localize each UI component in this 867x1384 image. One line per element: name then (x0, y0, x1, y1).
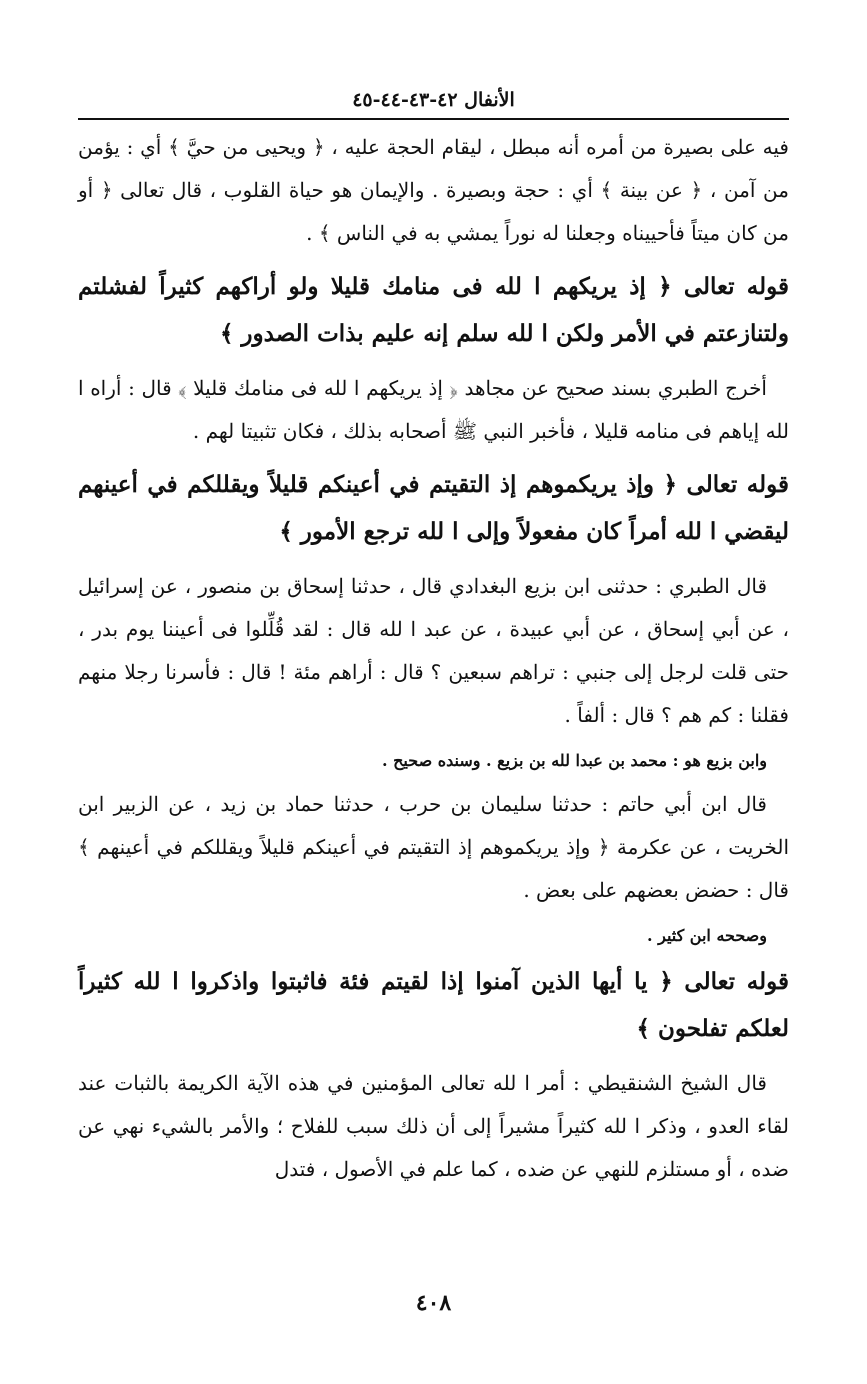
verse-heading: قوله تعالى ﴿ يا أيها الذين آمنوا إذا لقيتم فئة فاثبتوا واذكروا ا لله كثيراً لعلكم تفلحون ﴾ (78, 968, 789, 1042)
body-paragraph: قال ابن أبي حاتم : حدثنا سليمان بن حرب ، حدثنا حماد بن زيد ، عن الزبير ابن الخريت ، عن عكرمة ﴿ وإذ يريكموهم إذ التقيتم في أعينكم قليلاً ويقللكم في أعينهم ﴾ قال : حضض بعضهم على بعض . (78, 792, 789, 902)
page-number: ٤٠٨ (415, 1290, 452, 1316)
isnad-note: وصححه ابن كثير . (646, 926, 767, 945)
body-paragraph: أخرج الطبري بسند صحيح عن مجاهد ﴿ إذ يريكهم ا لله فى منامك قليلا ﴾ قال : أراه ا لله إياهم فى منامه قليلا ، فأخبر النبي ﷺ أصحابه بذلك ، فكان تثبيتا لهم . (78, 376, 789, 443)
verse-heading: قوله تعالى ﴿ إذ يريكهم ا لله فى منامك قليلا ولو أراكهم كثيراً لفشلتم ولتنازعتم في الأمر ولكن ا لله سلم إنه عليم بذات الصدور ﴾ (78, 273, 789, 347)
header-rule (78, 118, 789, 120)
body-paragraph: فيه على بصيرة من أمره أنه مبطل ، ليقام الحجة عليه ، ﴿ ويحيى من حيَّ ﴾ أي : يؤمن من آمن ، ﴿ عن بينة ﴾ أي : حجة وبصيرة . والإيمان هو حياة القلوب ، قال تعالى ﴿ أو من كان ميتاً فأحييناه وجعلنا له نوراً يمشي به في الناس ﴾ . (78, 135, 789, 245)
verse-heading: قوله تعالى ﴿ وإذ يريكموهم إذ التقيتم في أعينكم قليلاً ويقللكم في أعينهم ليقضي ا لله أمراً كان مفعولاً وإلى ا لله ترجع الأمور ﴾ (78, 471, 789, 545)
running-title: الأنفال ٤٢-٤٣-٤٤-٤٥ (352, 89, 515, 111)
body-paragraph: قال الطبري : حدثنى ابن بزيع البغدادي قال ، حدثنا إسحاق بن منصور ، عن إسرائيل ، عن أبي إسحاق ، عن أبي عبيدة ، عن عبد ا لله قال : لقد قُلِّلوا فى أعيننا يوم بدر ، حتى قلت لرجل إلى جنبي : تراهم سبعين ؟ قال : أراهم مئة ! قال : فأسرنا رجلا منهم فقلنا : كم هم ؟ قال : ألفاً . (78, 574, 789, 727)
page-header (0, 86, 867, 114)
page-body (78, 126, 789, 1199)
body-paragraph: قال الشيخ الشنقيطي : أمر ا لله تعالى المؤمنين في هذه الآية الكريمة بالثبات عند لقاء العدو ، وذكر ا لله كثيراً مشيراً إلى أن ذلك سبب للفلاح ؛ والأمر بالشيء نهي عن ضده ، أو مستلزم للنهي عن ضده ، كما علم في الأصول ، فتدل (78, 1071, 789, 1181)
isnad-note: وابن بزيع هو : محمد بن عبدا لله بن بزيع . وسنده صحيح . (381, 751, 767, 770)
